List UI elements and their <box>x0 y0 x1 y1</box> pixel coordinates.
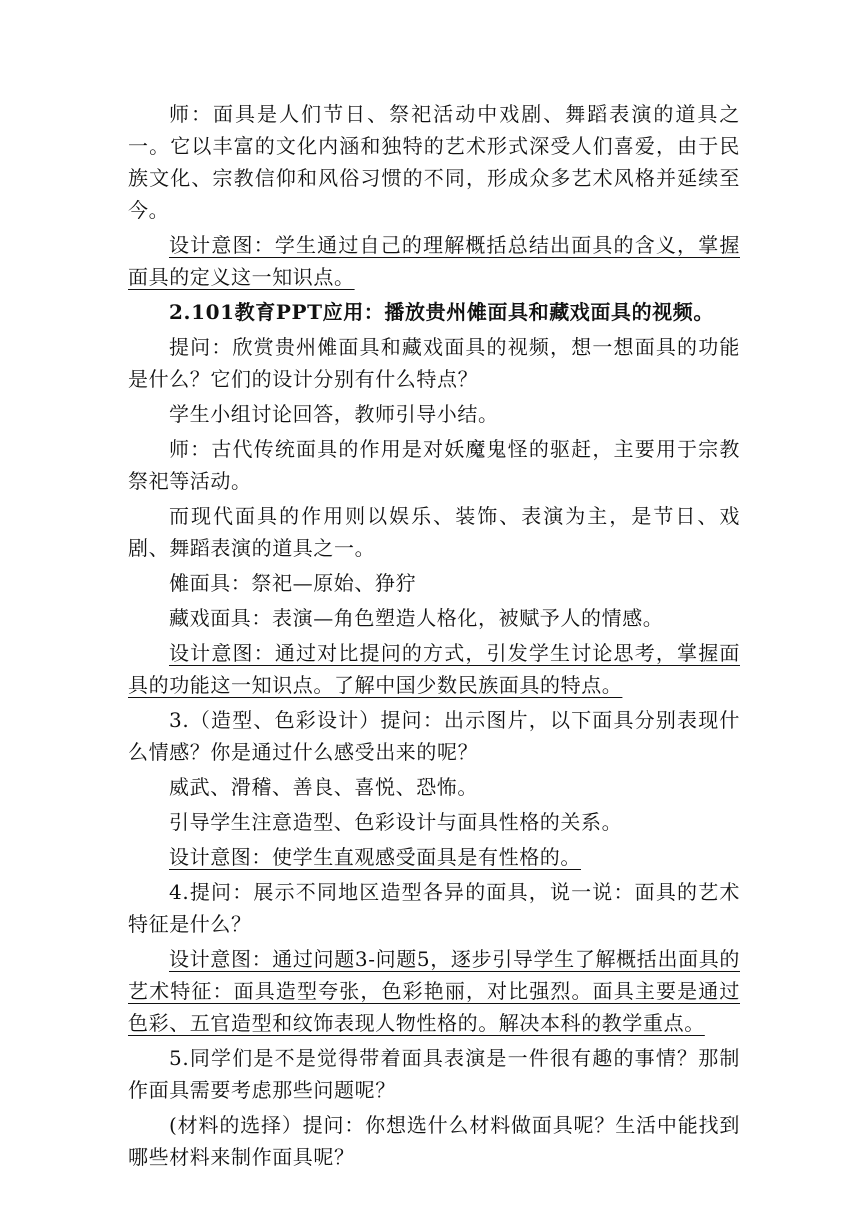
paragraph-guide: 引导学生注意造型、色彩设计与面具性格的关系。 <box>169 810 623 834</box>
design-intent-2: 设计意图：通过对比提问的方式，引发学生讨论思考，掌握面具的功能这一知识点。了解中国少数民族面具的特点。 <box>128 641 740 697</box>
text-body <box>128 98 740 1176</box>
paragraph-teacher-intro: 师：面具是人们节日、祭祀活动中戏剧、舞蹈表演的道具之一。它以丰富的文化内涵和独特的艺术形式深受人们喜爱，由于民族文化、宗教信仰和风俗习惯的不同，形成众多艺术风格并延续至今。 <box>128 102 740 222</box>
paragraph-question-4: 4.提问：展示不同地区造型各异的面具，说一说：面具的艺术特征是什么？ <box>128 880 740 936</box>
paragraph-tibetan-mask: 藏戏面具：表演—角色塑造人格化，被赋予人的情感。 <box>169 606 664 630</box>
paragraph-modern-masks: 而现代面具的作用则以娱乐、装饰、表演为主，是节日、戏剧、舞蹈表演的道具之一。 <box>128 504 740 560</box>
paragraph-question-3: 3.（造型、色彩设计）提问：出示图片，以下面具分别表现什么情感？你是通过什么感受出来的呢？ <box>128 708 740 764</box>
paragraph-materials: (材料的选择）提问：你想选什么材料做面具呢？生活中能找到哪些材料来制作面具呢？ <box>128 1113 740 1169</box>
paragraph-question-video: 提问：欣赏贵州傩面具和藏戏面具的视频，想一想面具的功能是什么？它们的设计分别有什么特点？ <box>128 335 740 391</box>
paragraph-group-discussion: 学生小组讨论回答，教师引导小结。 <box>169 402 499 426</box>
paragraph-question-5: 5.同学们是不是觉得带着面具表演是一件很有趣的事情？那制作面具需要考虑那些问题呢？ <box>128 1046 740 1102</box>
paragraph-emotions: 威武、滑稽、善良、喜悦、恐怖。 <box>169 775 478 799</box>
section-heading-2: 2.101教育PPT应用：播放贵州傩面具和藏戏面具的视频。 <box>169 300 714 324</box>
design-intent-4: 设计意图：通过问题3-问题5，逐步引导学生了解概括出面具的艺术特征：面具造型夸张，色彩艳丽，对比强烈。面具主要是通过色彩、五官造型和纹饰表现人物性格的。解决本科的教学重点。 <box>128 947 740 1035</box>
paragraph-ancient-masks: 师：古代传统面具的作用是对妖魔鬼怪的驱赶，主要用于宗教祭祀等活动。 <box>128 437 740 493</box>
paragraph-nuo-mask: 傩面具：祭祀—原始、狰狞 <box>169 571 417 595</box>
design-intent-1: 设计意图：学生通过自己的理解概括总结出面具的含义，掌握面具的定义这一知识点。 <box>128 233 740 289</box>
design-intent-3: 设计意图：使学生直观感受面具是有性格的。 <box>169 845 581 869</box>
